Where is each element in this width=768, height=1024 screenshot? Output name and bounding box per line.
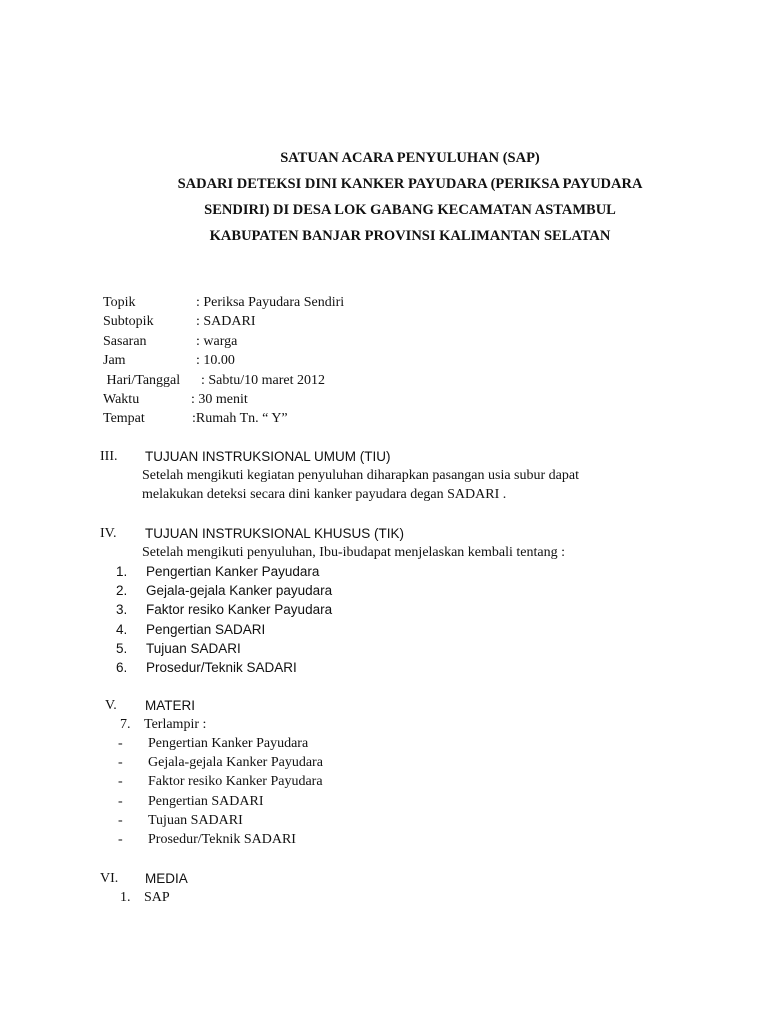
info-label: Jam [103,353,126,369]
title-line: KABUPATEN BANJAR PROVINSI KALIMANTAN SELATAN [209,228,611,244]
list-text: Faktor resiko Kanker Payudara [148,774,323,790]
section-iii-paragraph [142,466,579,505]
title-line: SADARI DETEKSI DINI KANKER PAYUDARA (PERIKSA PAYUDARA [177,176,643,192]
section-number: V. [105,698,117,713]
paragraph-line: Setelah mengikuti kegiatan penyuluhan diharapkan pasangan usia subur dapat [142,468,579,483]
section-title: TUJUAN INSTRUKSIONAL KHUSUS (TIK) [145,526,405,541]
list-marker: - [118,774,123,790]
list-text: Terlampir : [144,717,207,732]
list-marker: 1. [120,890,131,905]
list-text: Gejala-gejala Kanker Payudara [148,755,323,771]
section-number: VI. [100,871,119,886]
section-title: MEDIA [145,871,188,886]
info-value: :Rumah Tn. “ Y” [192,411,288,427]
list-text: Prosedur/Teknik SADARI [146,659,297,675]
info-value: : 10.00 [196,353,235,369]
section-iv-intro: Setelah mengikuti penyuluhan, Ibu-ibudapat menjelaskan kembali tentang : [142,545,565,560]
list-text: Tujuan SADARI [146,640,241,656]
list-marker: 1. [116,564,128,579]
info-label: Topik [103,295,136,310]
list-marker: 5. [116,640,128,656]
list-marker: - [118,793,123,809]
list-text: Pengertian Kanker Payudara [146,564,320,579]
info-label: Waktu [103,391,140,407]
info-value: : Sabtu/10 maret 2012 [201,372,326,388]
list-text: Tujuan SADARI [148,812,243,828]
title-line: SENDIRI) DI DESA LOK GABANG KECAMATAN ASTAMBUL [204,202,616,218]
info-value: : 30 menit [191,391,248,407]
list-text: Gejala-gejala Kanker payudara [146,583,333,599]
list-text: Prosedur/Teknik SADARI [148,831,296,847]
info-label: Sasaran [103,333,147,349]
info-value: : SADARI [196,314,256,330]
list-marker: 4. [116,621,128,637]
list-marker: 2. [116,583,128,599]
document-title [120,145,700,249]
info-label: Subtopik [103,314,154,330]
list-text: Pengertian SADARI [146,621,266,637]
list-marker: - [118,812,123,828]
list-text: Faktor resiko Kanker Payudara [146,602,333,618]
list-text: Pengertian Kanker Payudara [148,736,309,751]
info-value: : warga [196,333,238,349]
title-line: SATUAN ACARA PENYULUHAN (SAP) [280,150,540,166]
list-text: SAP [144,890,170,905]
info-label: Tempat [103,411,145,427]
info-label: Hari/Tanggal [103,372,181,388]
list-marker: 7. [120,717,131,732]
section-title: MATERI [145,698,195,713]
list-marker: 3. [116,602,128,618]
list-text: Pengertian SADARI [148,793,264,809]
section-number: III. [100,449,118,464]
section-number: IV. [100,526,117,541]
list-marker: 6. [116,659,128,675]
section-title: TUJUAN INSTRUKSIONAL UMUM (TIU) [145,449,391,464]
list-marker: - [118,736,123,751]
list-marker: - [118,831,123,847]
info-value: : Periksa Payudara Sendiri [196,295,345,310]
list-marker: - [118,755,123,771]
paragraph-line: melakukan deteksi secara dini kanker payudara degan SADARI . [142,487,507,503]
